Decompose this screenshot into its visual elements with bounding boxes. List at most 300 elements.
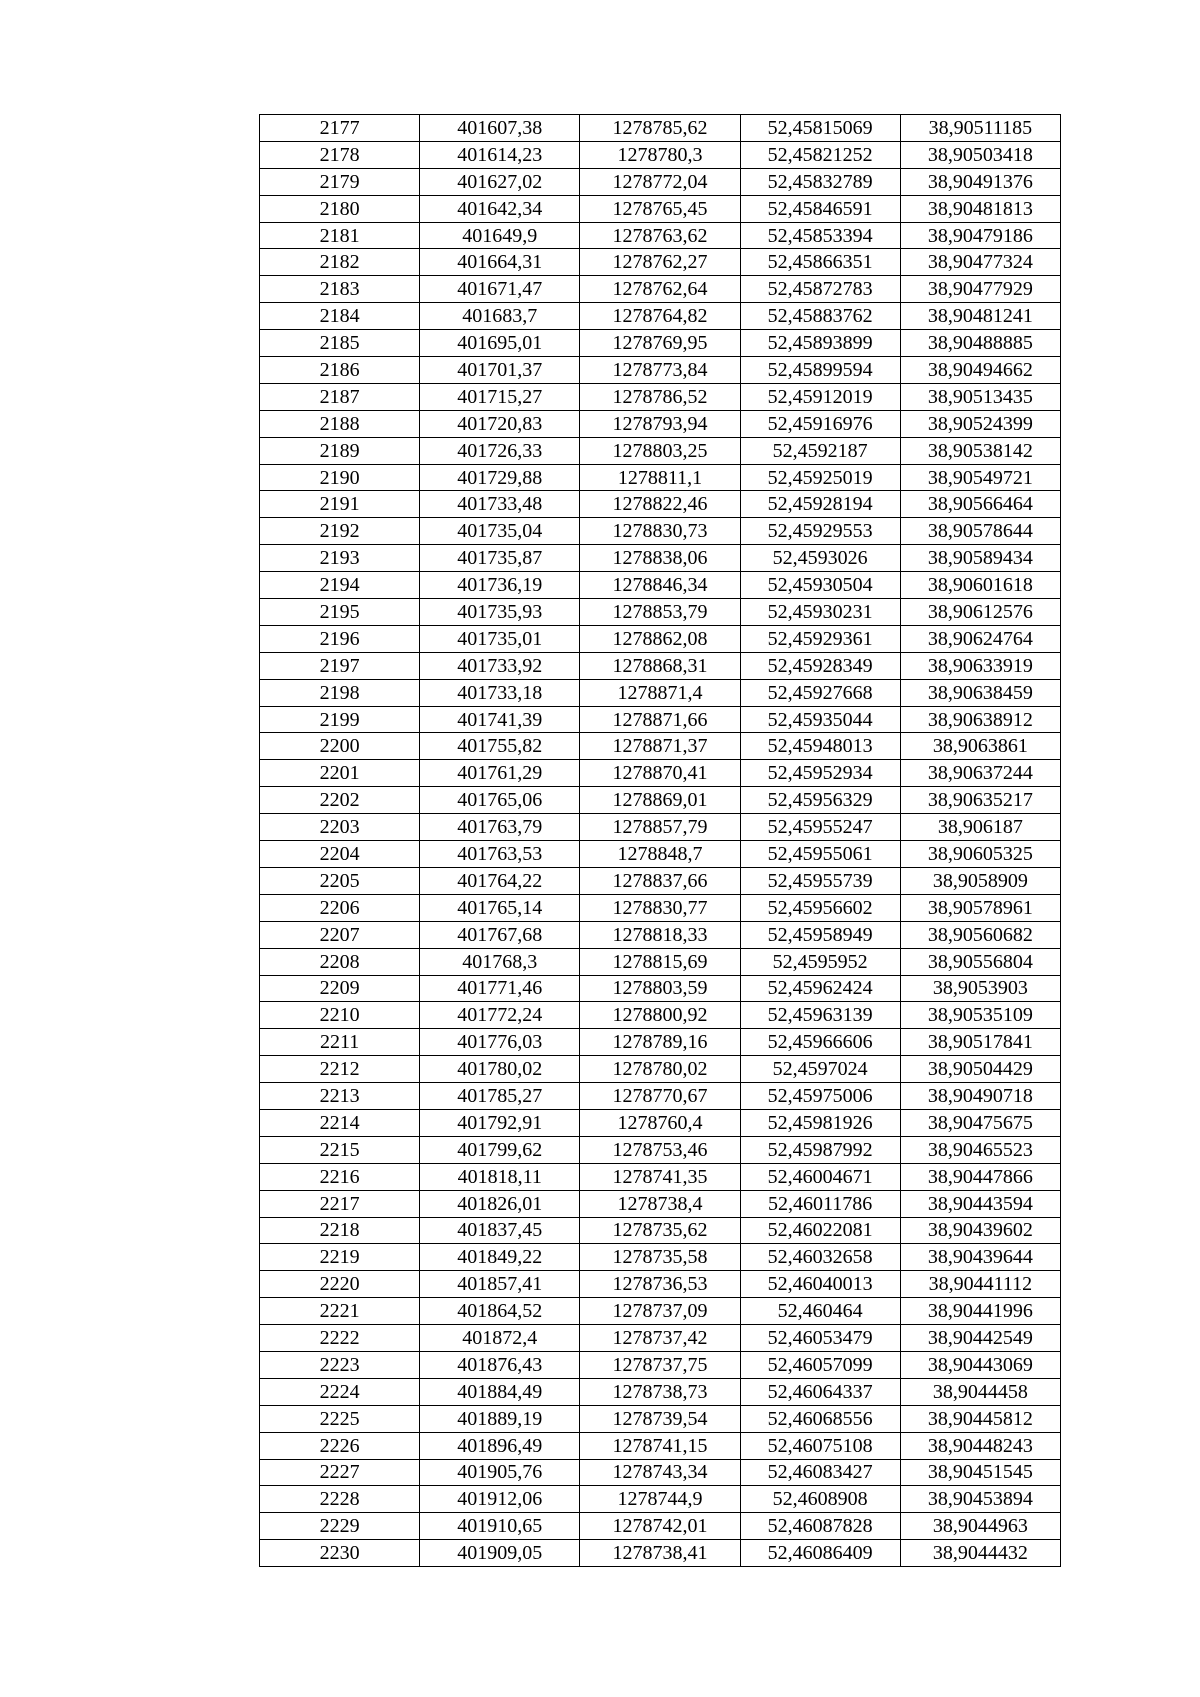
- longitude-cell: 38,90481241: [900, 303, 1060, 330]
- point-number-cell: 2189: [260, 437, 420, 464]
- x-coordinate-cell: 401763,53: [420, 841, 580, 868]
- y-coordinate-cell: 1278838,06: [580, 545, 740, 572]
- table-row: [260, 814, 1061, 841]
- x-coordinate-cell: 401741,39: [420, 706, 580, 733]
- table-row: [260, 733, 1061, 760]
- table-row: [260, 787, 1061, 814]
- table-row: [260, 168, 1061, 195]
- x-coordinate-cell: 401683,7: [420, 303, 580, 330]
- x-coordinate-cell: 401765,06: [420, 787, 580, 814]
- longitude-cell: 38,90638912: [900, 706, 1060, 733]
- y-coordinate-cell: 1278848,7: [580, 841, 740, 868]
- table-row: [260, 1217, 1061, 1244]
- table-row: [260, 437, 1061, 464]
- coordinates-table: [259, 114, 1061, 1567]
- latitude-cell: 52,46083427: [740, 1459, 900, 1486]
- table-row: [260, 1163, 1061, 1190]
- x-coordinate-cell: 401726,33: [420, 437, 580, 464]
- table-row: [260, 599, 1061, 626]
- latitude-cell: 52,46064337: [740, 1378, 900, 1405]
- x-coordinate-cell: 401768,3: [420, 948, 580, 975]
- latitude-cell: 52,460464: [740, 1298, 900, 1325]
- y-coordinate-cell: 1278737,42: [580, 1325, 740, 1352]
- table-row: [260, 1190, 1061, 1217]
- table-row: [260, 518, 1061, 545]
- latitude-cell: 52,45846591: [740, 195, 900, 222]
- x-coordinate-cell: 401765,14: [420, 894, 580, 921]
- y-coordinate-cell: 1278853,79: [580, 599, 740, 626]
- y-coordinate-cell: 1278818,33: [580, 921, 740, 948]
- y-coordinate-cell: 1278815,69: [580, 948, 740, 975]
- point-number-cell: 2179: [260, 168, 420, 195]
- latitude-cell: 52,4597024: [740, 1056, 900, 1083]
- y-coordinate-cell: 1278764,82: [580, 303, 740, 330]
- table-row: [260, 491, 1061, 518]
- table-row: [260, 1056, 1061, 1083]
- x-coordinate-cell: 401837,45: [420, 1217, 580, 1244]
- point-number-cell: 2224: [260, 1378, 420, 1405]
- point-number-cell: 2214: [260, 1109, 420, 1136]
- point-number-cell: 2211: [260, 1029, 420, 1056]
- y-coordinate-cell: 1278762,27: [580, 249, 740, 276]
- point-number-cell: 2203: [260, 814, 420, 841]
- longitude-cell: 38,90451545: [900, 1459, 1060, 1486]
- y-coordinate-cell: 1278811,1: [580, 464, 740, 491]
- y-coordinate-cell: 1278868,31: [580, 652, 740, 679]
- latitude-cell: 52,45952934: [740, 760, 900, 787]
- latitude-cell: 52,45928349: [740, 652, 900, 679]
- x-coordinate-cell: 401627,02: [420, 168, 580, 195]
- y-coordinate-cell: 1278744,9: [580, 1486, 740, 1513]
- longitude-cell: 38,90481813: [900, 195, 1060, 222]
- longitude-cell: 38,90556804: [900, 948, 1060, 975]
- latitude-cell: 52,45955739: [740, 867, 900, 894]
- latitude-cell: 52,46022081: [740, 1217, 900, 1244]
- table-row: [260, 841, 1061, 868]
- longitude-cell: 38,90517841: [900, 1029, 1060, 1056]
- latitude-cell: 52,45916976: [740, 410, 900, 437]
- table-row: [260, 1136, 1061, 1163]
- table-row: [260, 276, 1061, 303]
- longitude-cell: 38,90488885: [900, 330, 1060, 357]
- latitude-cell: 52,45853394: [740, 222, 900, 249]
- table-row: [260, 921, 1061, 948]
- y-coordinate-cell: 1278785,62: [580, 115, 740, 142]
- y-coordinate-cell: 1278739,54: [580, 1405, 740, 1432]
- table-row: [260, 706, 1061, 733]
- latitude-cell: 52,46086409: [740, 1540, 900, 1567]
- x-coordinate-cell: 401780,02: [420, 1056, 580, 1083]
- latitude-cell: 52,45883762: [740, 303, 900, 330]
- point-number-cell: 2221: [260, 1298, 420, 1325]
- longitude-cell: 38,90441112: [900, 1271, 1060, 1298]
- longitude-cell: 38,9044432: [900, 1540, 1060, 1567]
- y-coordinate-cell: 1278753,46: [580, 1136, 740, 1163]
- longitude-cell: 38,90538142: [900, 437, 1060, 464]
- latitude-cell: 52,45928194: [740, 491, 900, 518]
- x-coordinate-cell: 401896,49: [420, 1432, 580, 1459]
- point-number-cell: 2205: [260, 867, 420, 894]
- longitude-cell: 38,90477324: [900, 249, 1060, 276]
- latitude-cell: 52,4595952: [740, 948, 900, 975]
- y-coordinate-cell: 1278737,09: [580, 1298, 740, 1325]
- table-row: [260, 1378, 1061, 1405]
- table-row: [260, 1271, 1061, 1298]
- table-row: [260, 195, 1061, 222]
- longitude-cell: 38,90633919: [900, 652, 1060, 679]
- y-coordinate-cell: 1278803,59: [580, 975, 740, 1002]
- y-coordinate-cell: 1278735,62: [580, 1217, 740, 1244]
- x-coordinate-cell: 401912,06: [420, 1486, 580, 1513]
- x-coordinate-cell: 401905,76: [420, 1459, 580, 1486]
- table-row: [260, 1459, 1061, 1486]
- x-coordinate-cell: 401671,47: [420, 276, 580, 303]
- point-number-cell: 2207: [260, 921, 420, 948]
- point-number-cell: 2217: [260, 1190, 420, 1217]
- y-coordinate-cell: 1278736,53: [580, 1271, 740, 1298]
- longitude-cell: 38,90477929: [900, 276, 1060, 303]
- latitude-cell: 52,45821252: [740, 141, 900, 168]
- y-coordinate-cell: 1278738,4: [580, 1190, 740, 1217]
- longitude-cell: 38,90442549: [900, 1325, 1060, 1352]
- longitude-cell: 38,90589434: [900, 545, 1060, 572]
- x-coordinate-cell: 401857,41: [420, 1271, 580, 1298]
- table-row: [260, 1540, 1061, 1567]
- point-number-cell: 2186: [260, 357, 420, 384]
- latitude-cell: 52,45912019: [740, 383, 900, 410]
- latitude-cell: 52,45948013: [740, 733, 900, 760]
- longitude-cell: 38,90511185: [900, 115, 1060, 142]
- latitude-cell: 52,45927668: [740, 679, 900, 706]
- point-number-cell: 2198: [260, 679, 420, 706]
- latitude-cell: 52,46087828: [740, 1513, 900, 1540]
- y-coordinate-cell: 1278870,41: [580, 760, 740, 787]
- x-coordinate-cell: 401785,27: [420, 1083, 580, 1110]
- point-number-cell: 2192: [260, 518, 420, 545]
- x-coordinate-cell: 401729,88: [420, 464, 580, 491]
- y-coordinate-cell: 1278772,04: [580, 168, 740, 195]
- latitude-cell: 52,46032658: [740, 1244, 900, 1271]
- x-coordinate-cell: 401755,82: [420, 733, 580, 760]
- table-row: [260, 1083, 1061, 1110]
- longitude-cell: 38,90494662: [900, 357, 1060, 384]
- longitude-cell: 38,90524399: [900, 410, 1060, 437]
- longitude-cell: 38,9044963: [900, 1513, 1060, 1540]
- table-row: [260, 572, 1061, 599]
- x-coordinate-cell: 401764,22: [420, 867, 580, 894]
- point-number-cell: 2190: [260, 464, 420, 491]
- y-coordinate-cell: 1278789,16: [580, 1029, 740, 1056]
- longitude-cell: 38,90637244: [900, 760, 1060, 787]
- y-coordinate-cell: 1278800,92: [580, 1002, 740, 1029]
- longitude-cell: 38,90490718: [900, 1083, 1060, 1110]
- point-number-cell: 2195: [260, 599, 420, 626]
- y-coordinate-cell: 1278822,46: [580, 491, 740, 518]
- table-row: [260, 760, 1061, 787]
- x-coordinate-cell: 401776,03: [420, 1029, 580, 1056]
- latitude-cell: 52,46068556: [740, 1405, 900, 1432]
- table-row: [260, 1325, 1061, 1352]
- point-number-cell: 2202: [260, 787, 420, 814]
- table-row: [260, 679, 1061, 706]
- x-coordinate-cell: 401735,04: [420, 518, 580, 545]
- longitude-cell: 38,90578644: [900, 518, 1060, 545]
- longitude-cell: 38,9058909: [900, 867, 1060, 894]
- point-number-cell: 2228: [260, 1486, 420, 1513]
- latitude-cell: 52,46075108: [740, 1432, 900, 1459]
- x-coordinate-cell: 401736,19: [420, 572, 580, 599]
- y-coordinate-cell: 1278871,4: [580, 679, 740, 706]
- latitude-cell: 52,45963139: [740, 1002, 900, 1029]
- point-number-cell: 2225: [260, 1405, 420, 1432]
- longitude-cell: 38,90453894: [900, 1486, 1060, 1513]
- y-coordinate-cell: 1278780,02: [580, 1056, 740, 1083]
- longitude-cell: 38,9053903: [900, 975, 1060, 1002]
- longitude-cell: 38,90439602: [900, 1217, 1060, 1244]
- x-coordinate-cell: 401872,4: [420, 1325, 580, 1352]
- y-coordinate-cell: 1278738,73: [580, 1378, 740, 1405]
- point-number-cell: 2209: [260, 975, 420, 1002]
- longitude-cell: 38,90443594: [900, 1190, 1060, 1217]
- point-number-cell: 2223: [260, 1351, 420, 1378]
- x-coordinate-cell: 401792,91: [420, 1109, 580, 1136]
- longitude-cell: 38,906187: [900, 814, 1060, 841]
- point-number-cell: 2204: [260, 841, 420, 868]
- point-number-cell: 2194: [260, 572, 420, 599]
- longitude-cell: 38,90503418: [900, 141, 1060, 168]
- y-coordinate-cell: 1278763,62: [580, 222, 740, 249]
- table-row: [260, 1351, 1061, 1378]
- longitude-cell: 38,9044458: [900, 1378, 1060, 1405]
- longitude-cell: 38,90560682: [900, 921, 1060, 948]
- latitude-cell: 52,45832789: [740, 168, 900, 195]
- longitude-cell: 38,90635217: [900, 787, 1060, 814]
- y-coordinate-cell: 1278741,35: [580, 1163, 740, 1190]
- y-coordinate-cell: 1278743,34: [580, 1459, 740, 1486]
- point-number-cell: 2227: [260, 1459, 420, 1486]
- y-coordinate-cell: 1278760,4: [580, 1109, 740, 1136]
- table-row: [260, 1432, 1061, 1459]
- x-coordinate-cell: 401771,46: [420, 975, 580, 1002]
- table-row: [260, 141, 1061, 168]
- table-row: [260, 464, 1061, 491]
- table-row: [260, 410, 1061, 437]
- longitude-cell: 38,90535109: [900, 1002, 1060, 1029]
- y-coordinate-cell: 1278793,94: [580, 410, 740, 437]
- table-row: [260, 975, 1061, 1002]
- latitude-cell: 52,46057099: [740, 1351, 900, 1378]
- longitude-cell: 38,90624764: [900, 625, 1060, 652]
- x-coordinate-cell: 401735,01: [420, 625, 580, 652]
- point-number-cell: 2206: [260, 894, 420, 921]
- point-number-cell: 2213: [260, 1083, 420, 1110]
- x-coordinate-cell: 401642,34: [420, 195, 580, 222]
- y-coordinate-cell: 1278862,08: [580, 625, 740, 652]
- y-coordinate-cell: 1278770,67: [580, 1083, 740, 1110]
- longitude-cell: 38,90447866: [900, 1163, 1060, 1190]
- x-coordinate-cell: 401695,01: [420, 330, 580, 357]
- latitude-cell: 52,45930231: [740, 599, 900, 626]
- y-coordinate-cell: 1278780,3: [580, 141, 740, 168]
- table-row: [260, 222, 1061, 249]
- latitude-cell: 52,45966606: [740, 1029, 900, 1056]
- point-number-cell: 2182: [260, 249, 420, 276]
- point-number-cell: 2185: [260, 330, 420, 357]
- point-number-cell: 2230: [260, 1540, 420, 1567]
- longitude-cell: 38,90578961: [900, 894, 1060, 921]
- latitude-cell: 52,45893899: [740, 330, 900, 357]
- longitude-cell: 38,90605325: [900, 841, 1060, 868]
- x-coordinate-cell: 401614,23: [420, 141, 580, 168]
- latitude-cell: 52,45955061: [740, 841, 900, 868]
- longitude-cell: 38,90549721: [900, 464, 1060, 491]
- table-row: [260, 1486, 1061, 1513]
- latitude-cell: 52,4608908: [740, 1486, 900, 1513]
- longitude-cell: 38,90491376: [900, 168, 1060, 195]
- longitude-cell: 38,90443069: [900, 1351, 1060, 1378]
- x-coordinate-cell: 401607,38: [420, 115, 580, 142]
- point-number-cell: 2222: [260, 1325, 420, 1352]
- point-number-cell: 2181: [260, 222, 420, 249]
- point-number-cell: 2177: [260, 115, 420, 142]
- latitude-cell: 52,46040013: [740, 1271, 900, 1298]
- coordinates-table-body: [260, 115, 1061, 1567]
- table-row: [260, 894, 1061, 921]
- table-row: [260, 625, 1061, 652]
- latitude-cell: 52,4593026: [740, 545, 900, 572]
- table-row: [260, 330, 1061, 357]
- point-number-cell: 2210: [260, 1002, 420, 1029]
- longitude-cell: 38,90601618: [900, 572, 1060, 599]
- table-row: [260, 357, 1061, 384]
- longitude-cell: 38,90479186: [900, 222, 1060, 249]
- latitude-cell: 52,45987992: [740, 1136, 900, 1163]
- y-coordinate-cell: 1278871,66: [580, 706, 740, 733]
- x-coordinate-cell: 401818,11: [420, 1163, 580, 1190]
- latitude-cell: 52,46011786: [740, 1190, 900, 1217]
- y-coordinate-cell: 1278869,01: [580, 787, 740, 814]
- table-row: [260, 1244, 1061, 1271]
- point-number-cell: 2193: [260, 545, 420, 572]
- point-number-cell: 2199: [260, 706, 420, 733]
- latitude-cell: 52,45815069: [740, 115, 900, 142]
- x-coordinate-cell: 401889,19: [420, 1405, 580, 1432]
- y-coordinate-cell: 1278742,01: [580, 1513, 740, 1540]
- table-row: [260, 1298, 1061, 1325]
- x-coordinate-cell: 401735,87: [420, 545, 580, 572]
- longitude-cell: 38,90566464: [900, 491, 1060, 518]
- latitude-cell: 52,46004671: [740, 1163, 900, 1190]
- table-row: [260, 652, 1061, 679]
- x-coordinate-cell: 401735,93: [420, 599, 580, 626]
- longitude-cell: 38,90448243: [900, 1432, 1060, 1459]
- table-row: [260, 1513, 1061, 1540]
- y-coordinate-cell: 1278737,75: [580, 1351, 740, 1378]
- longitude-cell: 38,90475675: [900, 1109, 1060, 1136]
- table-row: [260, 249, 1061, 276]
- table-row: [260, 1405, 1061, 1432]
- point-number-cell: 2183: [260, 276, 420, 303]
- point-number-cell: 2216: [260, 1163, 420, 1190]
- x-coordinate-cell: 401799,62: [420, 1136, 580, 1163]
- x-coordinate-cell: 401733,18: [420, 679, 580, 706]
- x-coordinate-cell: 401701,37: [420, 357, 580, 384]
- x-coordinate-cell: 401720,83: [420, 410, 580, 437]
- table-row: [260, 545, 1061, 572]
- y-coordinate-cell: 1278735,58: [580, 1244, 740, 1271]
- longitude-cell: 38,90439644: [900, 1244, 1060, 1271]
- x-coordinate-cell: 401664,31: [420, 249, 580, 276]
- x-coordinate-cell: 401733,92: [420, 652, 580, 679]
- latitude-cell: 52,45958949: [740, 921, 900, 948]
- longitude-cell: 38,9063861: [900, 733, 1060, 760]
- point-number-cell: 2226: [260, 1432, 420, 1459]
- point-number-cell: 2180: [260, 195, 420, 222]
- y-coordinate-cell: 1278846,34: [580, 572, 740, 599]
- table-row: [260, 303, 1061, 330]
- latitude-cell: 52,45981926: [740, 1109, 900, 1136]
- point-number-cell: 2187: [260, 383, 420, 410]
- latitude-cell: 52,45955247: [740, 814, 900, 841]
- x-coordinate-cell: 401826,01: [420, 1190, 580, 1217]
- table-row: [260, 867, 1061, 894]
- table-row: [260, 115, 1061, 142]
- latitude-cell: 52,45956329: [740, 787, 900, 814]
- x-coordinate-cell: 401910,65: [420, 1513, 580, 1540]
- point-number-cell: 2208: [260, 948, 420, 975]
- latitude-cell: 52,45929553: [740, 518, 900, 545]
- y-coordinate-cell: 1278857,79: [580, 814, 740, 841]
- y-coordinate-cell: 1278837,66: [580, 867, 740, 894]
- x-coordinate-cell: 401733,48: [420, 491, 580, 518]
- y-coordinate-cell: 1278738,41: [580, 1540, 740, 1567]
- x-coordinate-cell: 401864,52: [420, 1298, 580, 1325]
- x-coordinate-cell: 401767,68: [420, 921, 580, 948]
- y-coordinate-cell: 1278871,37: [580, 733, 740, 760]
- point-number-cell: 2188: [260, 410, 420, 437]
- y-coordinate-cell: 1278765,45: [580, 195, 740, 222]
- table-row: [260, 383, 1061, 410]
- table-row: [260, 948, 1061, 975]
- y-coordinate-cell: 1278786,52: [580, 383, 740, 410]
- longitude-cell: 38,90504429: [900, 1056, 1060, 1083]
- point-number-cell: 2200: [260, 733, 420, 760]
- y-coordinate-cell: 1278830,77: [580, 894, 740, 921]
- x-coordinate-cell: 401715,27: [420, 383, 580, 410]
- point-number-cell: 2178: [260, 141, 420, 168]
- x-coordinate-cell: 401761,29: [420, 760, 580, 787]
- x-coordinate-cell: 401849,22: [420, 1244, 580, 1271]
- point-number-cell: 2215: [260, 1136, 420, 1163]
- point-number-cell: 2191: [260, 491, 420, 518]
- latitude-cell: 52,45866351: [740, 249, 900, 276]
- latitude-cell: 52,4592187: [740, 437, 900, 464]
- longitude-cell: 38,90513435: [900, 383, 1060, 410]
- latitude-cell: 52,45872783: [740, 276, 900, 303]
- point-number-cell: 2212: [260, 1056, 420, 1083]
- x-coordinate-cell: 401876,43: [420, 1351, 580, 1378]
- point-number-cell: 2197: [260, 652, 420, 679]
- longitude-cell: 38,90638459: [900, 679, 1060, 706]
- x-coordinate-cell: 401649,9: [420, 222, 580, 249]
- y-coordinate-cell: 1278773,84: [580, 357, 740, 384]
- table-row: [260, 1002, 1061, 1029]
- point-number-cell: 2220: [260, 1271, 420, 1298]
- longitude-cell: 38,90445812: [900, 1405, 1060, 1432]
- latitude-cell: 52,45899594: [740, 357, 900, 384]
- latitude-cell: 52,45935044: [740, 706, 900, 733]
- y-coordinate-cell: 1278830,73: [580, 518, 740, 545]
